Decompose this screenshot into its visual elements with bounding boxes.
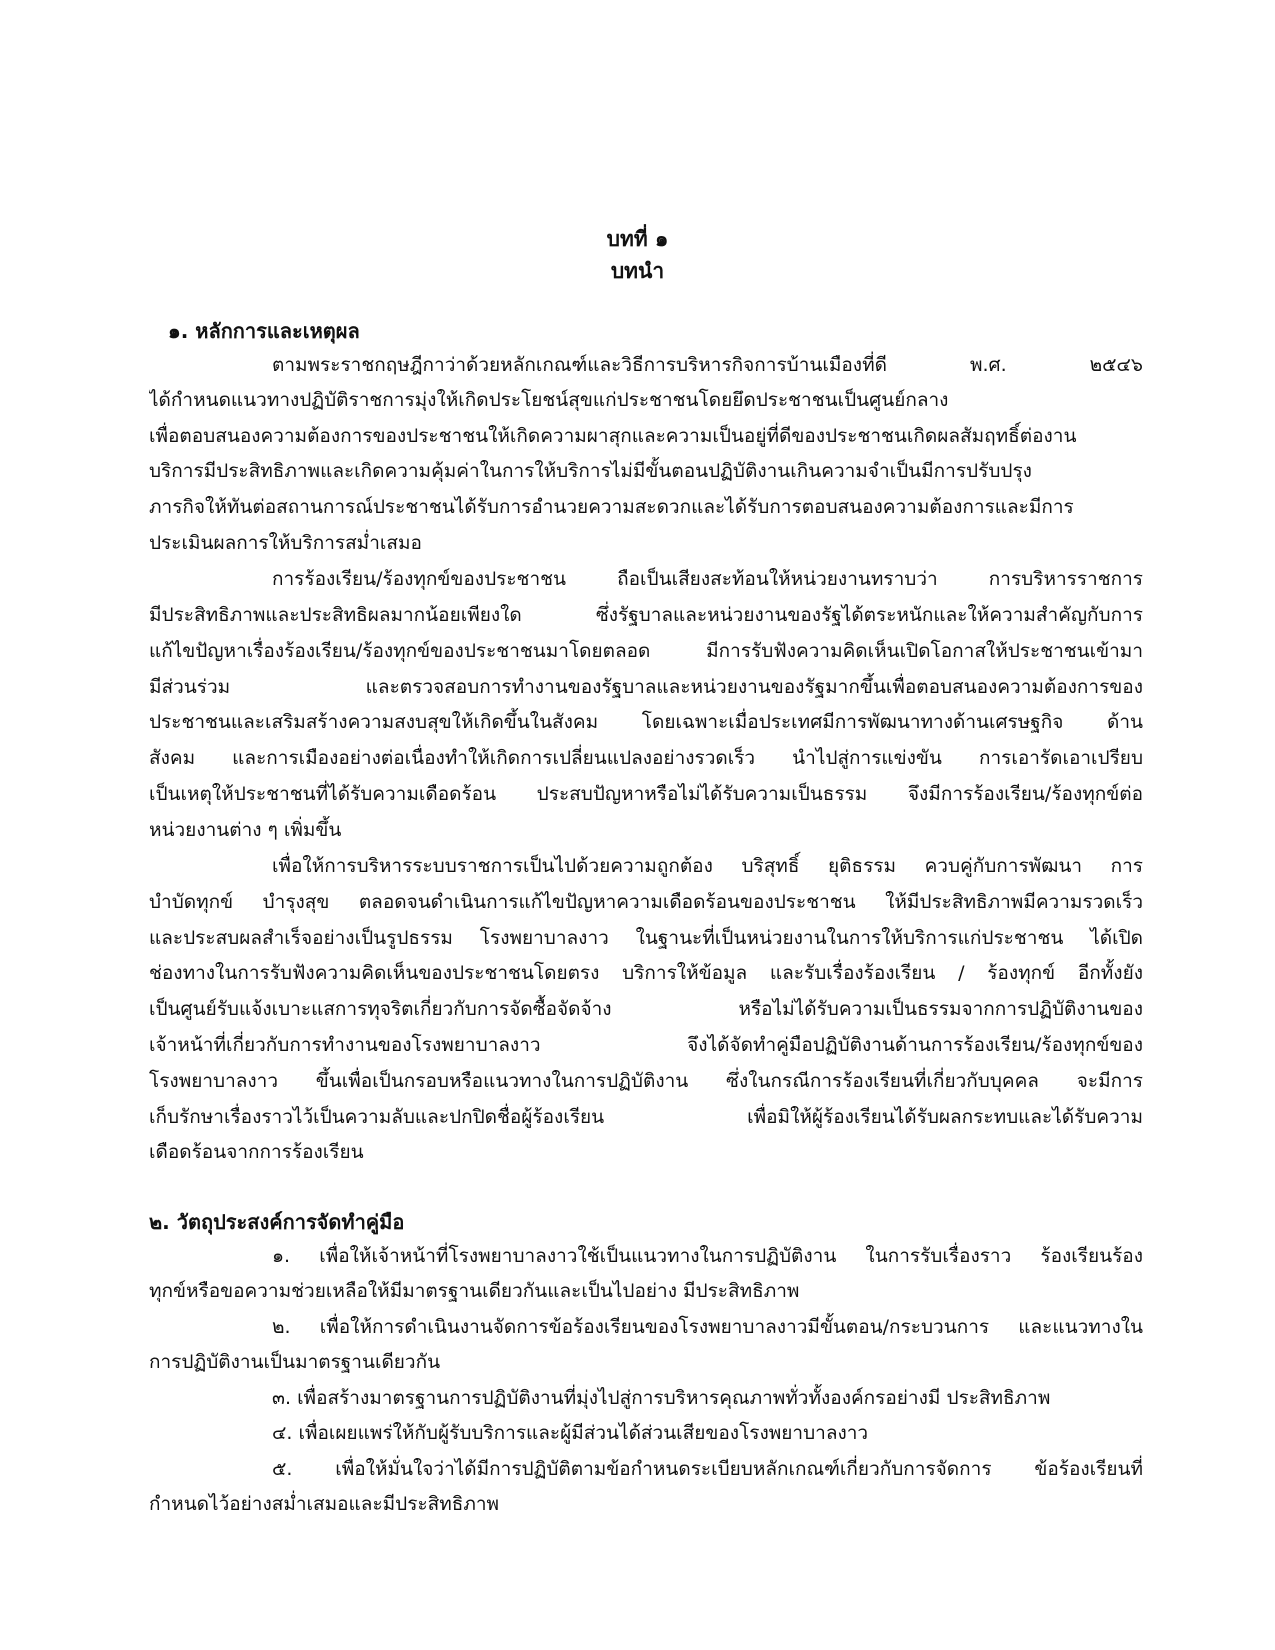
paragraph-line: เดือดร้อนจากการร้องเรียน bbox=[149, 1141, 364, 1163]
objective-line: กำหนดไว้อย่างสม่ำเสมอและมีประสิทธิภาพ bbox=[149, 1493, 500, 1515]
chapter-number: บทที่ ๑ bbox=[606, 227, 669, 251]
paragraph-line: บำบัดทุกข์ บำรุงสุข ตลอดจนดำเนินการแก้ไขปัญหาความเดือดร้อนของประชาชน ให้มีประสิทธิภาพมีความรวดเร็ว bbox=[149, 891, 1143, 913]
objective-line: การปฏิบัติงานเป็นมาตรฐานเดียวกัน bbox=[149, 1351, 441, 1373]
paragraph-line: มีส่วนร่วม และตรวจสอบการทำงานของรัฐบาลและหน่วยงานของรัฐมากขึ้นเพื่อตอบสนองความต้องการของ bbox=[149, 676, 1143, 698]
paragraph-line: ช่องทางในการรับฟังความคิดเห็นของประชาชนโดยตรง บริการให้ข้อมูล และรับเรื่องร้องเรียน / ร้องทุกข์ อีกทั้งยัง bbox=[149, 962, 1143, 984]
objective-line: ทุกข์หรือขอความช่วยเหลือให้มีมาตรฐานเดียวกันและเป็นไปอย่าง มีประสิทธิภาพ bbox=[149, 1280, 800, 1302]
chapter-title: บทนำ bbox=[610, 259, 665, 283]
paragraph-line: ประชาชนและเสริมสร้างความสงบสุขให้เกิดขึ้นในสังคม โดยเฉพาะเมื่อประเทศมีการพัฒนาทางด้านเศรษฐกิจ ด้าน bbox=[149, 711, 1143, 733]
section-heading: ๑. หลักการและเหตุผล bbox=[168, 319, 360, 343]
paragraph-line: หน่วยงานต่าง ๆ เพิ่มขึ้น bbox=[149, 819, 342, 841]
paragraph-line: บริการมีประสิทธิภาพและเกิดความคุ้มค่าในการให้บริการไม่มีขั้นตอนปฏิบัติงานเกินความจำเป็นมีการปรับปรุง bbox=[149, 460, 1032, 482]
objective-line: ๓. เพื่อสร้างมาตรฐานการปฏิบัติงานที่มุ่งไปสู่การบริหารคุณภาพทั่วทั้งองค์กรอย่างมี ประสิทธิภาพ bbox=[272, 1387, 1051, 1409]
paragraph-line: โรงพยาบาลงาว ขึ้นเพื่อเป็นกรอบหรือแนวทางในการปฏิบัติงาน ซึ่งในกรณีการร้องเรียนที่เกี่ยวกับบุคคล จะมีการ bbox=[149, 1070, 1143, 1092]
paragraph-line: การร้องเรียน/ร้องทุกข์ของประชาชน ถือเป็นเสียงสะท้อนให้หน่วยงานทราบว่า การบริหารราชการ bbox=[272, 568, 1143, 590]
paragraph-line: และประสบผลสำเร็จอย่างเป็นรูปธรรม โรงพยาบาลงาว ในฐานะที่เป็นหน่วยงานในการให้บริการแก่ประชาชน ได้เปิด bbox=[149, 927, 1143, 949]
paragraph-line: มีประสิทธิภาพและประสิทธิผลมากน้อยเพียงใด ซึ่งรัฐบาลและหน่วยงานของรัฐได้ตระหนักและให้ความสำคัญกับการ bbox=[149, 604, 1143, 626]
paragraph-line: ได้กำหนดแนวทางปฏิบัติราชการมุ่งให้เกิดประโยชน์สุขแก่ประชาชนโดยยึดประชาชนเป็นศูนย์กลาง bbox=[149, 389, 949, 411]
paragraph-line: ประเมินผลการให้บริการสม่ำเสมอ bbox=[149, 532, 422, 554]
paragraph-line: สังคม และการเมืองอย่างต่อเนื่องทำให้เกิดการเปลี่ยนแปลงอย่างรวดเร็ว นำไปสู่การแข่งขัน การเอารัดเอาเปรียบ bbox=[149, 747, 1143, 769]
objective-line: ๕. เพื่อให้มั่นใจว่าได้มีการปฏิบัติตามข้อกำหนดระเบียบหลักเกณฑ์เกี่ยวกับการจัดการ ข้อร้องเรียนที่ bbox=[272, 1458, 1143, 1480]
objective-line: ๑. เพื่อให้เจ้าหน้าที่โรงพยาบาลงาวใช้เป็นแนวทางในการปฏิบัติงาน ในการรับเรื่องราว ร้องเรียนร้อง bbox=[272, 1245, 1143, 1267]
paragraph-line: เก็บรักษาเรื่องราวไว้เป็นความลับและปกปิดชื่อผู้ร้องเรียน เพื่อมิให้ผู้ร้องเรียนได้รับผลกระทบและได้รับความ bbox=[149, 1106, 1143, 1128]
paragraph-line: เพื่อตอบสนองความต้องการของประชาชนให้เกิดความผาสุกและความเป็นอยู่ที่ดีของประชาชนเกิดผลสัมฤทธิ์ต่องาน bbox=[149, 425, 1077, 447]
section-heading: ๒. วัตถุประสงค์การจัดทำคู่มือ bbox=[149, 1210, 405, 1234]
paragraph-line: ตามพระราชกฤษฎีกาว่าด้วยหลักเกณฑ์และวิธีการบริหารกิจการบ้านเมืองที่ดี พ.ศ. ๒๕๔๖ bbox=[272, 354, 1143, 376]
objective-line: ๒. เพื่อให้การดำเนินงานจัดการข้อร้องเรียนของโรงพยาบาลงาวมีขั้นตอน/กระบวนการ และแนวทางใน bbox=[272, 1316, 1143, 1338]
paragraph-line: เพื่อให้การบริหารระบบราชการเป็นไปด้วยความถูกต้อง บริสุทธิ์ ยุติธรรม ควบคู่กับการพัฒนา การ bbox=[272, 855, 1143, 877]
paragraph-line: ภารกิจให้ทันต่อสถานการณ์ประชาชนได้รับการอำนวยความสะดวกและได้รับการตอบสนองความต้องการและมีการ bbox=[149, 496, 1074, 518]
paragraph-line: แก้ไขปัญหาเรื่องร้องเรียน/ร้องทุกข์ของประชาชนมาโดยตลอด มีการรับฟังความคิดเห็นเปิดโอกาสให้ประชาชนเข้ามา bbox=[149, 640, 1143, 662]
paragraph-line: เจ้าหน้าที่เกี่ยวกับการทำงานของโรงพยาบาลงาว จึงได้จัดทำคู่มือปฏิบัติงานด้านการร้องเรียน/ร้องทุกข์ของ bbox=[149, 1034, 1143, 1056]
objective-line: ๔. เพื่อเผยแพร่ให้กับผู้รับบริการและผู้มีส่วนได้ส่วนเสียของโรงพยาบาลงาว bbox=[272, 1422, 869, 1444]
paragraph-line: เป็นเหตุให้ประชาชนที่ได้รับความเดือดร้อน ประสบปัญหาหรือไม่ได้รับความเป็นธรรม จึงมีการร้องเรียน/ร้องทุกข์ต่อ bbox=[149, 783, 1143, 805]
paragraph-line: เป็นศูนย์รับแจ้งเบาะแสการทุจริตเกี่ยวกับการจัดซื้อจัดจ้าง หรือไม่ได้รับความเป็นธรรมจากการปฏิบัติงานของ bbox=[149, 998, 1143, 1020]
